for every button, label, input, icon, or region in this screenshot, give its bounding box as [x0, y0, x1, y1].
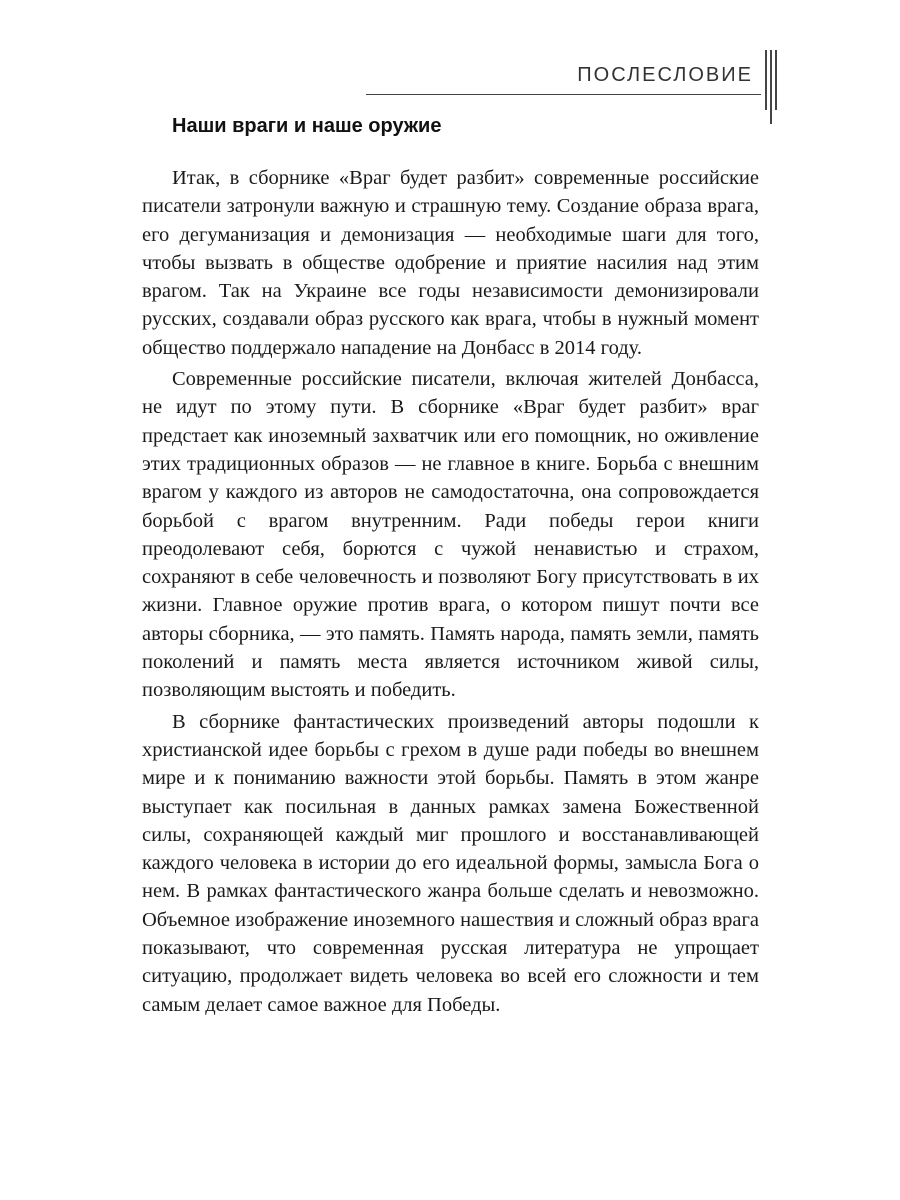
paragraph-1: Итак, в сборнике «Враг будет разбит» современные российские писатели затронули важную и страшную тему. Создание образа врага, его дегуманизация и демонизация — необходимые шаги для того, чтобы вызвать в обществе одобрение и приятие насилия над этим врагом. Так на Украине все годы независимости демонизировали русских, создавали образ русского как врага, чтобы в нужный момент общество поддержало нападение на Донбасс в 2014 году. [142, 167, 759, 359]
header-rule-middle [770, 50, 772, 124]
header-rule-right [775, 50, 777, 110]
running-header [366, 64, 761, 95]
section-title: Наши враги и наше оружие [172, 115, 442, 137]
running-header-title: ПОСЛЕСЛОВИЕ [577, 64, 753, 86]
paragraph-3: В сборнике фантастических произведений авторы подошли к христианской идее борьбы с грехом в душе ради победы во внешнем мире и к пониманию важности этой борьбы. Память в этом жанре выступает как посильная в данных рамках замена Божественной силы, сохраняющей каждый миг прошлого и восстанавливающей каждого человека в истории до его идеальной формы, замысла Бога о нем. В рамках фантастического жанра больше сделать и невозможно. Объемное изображение иноземного нашествия и сложный образ врага показывают, что современная русская литература не упрощает ситуацию, продолжает видеть человека во всей его сложности и тем самым делает самое важное для Победы. [142, 710, 759, 1016]
body-text [142, 164, 759, 1022]
paragraph-2: Современные российские писатели, включая жителей Донбасса, не идут по этому пути. В сборнике «Враг будет разбит» враг предстает как иноземный захватчик или его помощник, но оживление этих традиционных образов — не главное в книге. Борьба с внешним врагом у каждого из авторов не самодостаточна, она сопровождается борьбой с врагом внутренним. Ради победы герои книги преодолевают себя, борются с чужой ненавистью и страхом, сохраняют в себе человечность и позволяют Богу присутствовать в их жизни. Главное оружие против врага, о котором пишут почти все авторы сборника, — это память. Память народа, память земли, память поколений и память места является источником живой силы, позволяющим выстоять и победить. [142, 368, 759, 702]
header-rule-left [765, 50, 767, 110]
